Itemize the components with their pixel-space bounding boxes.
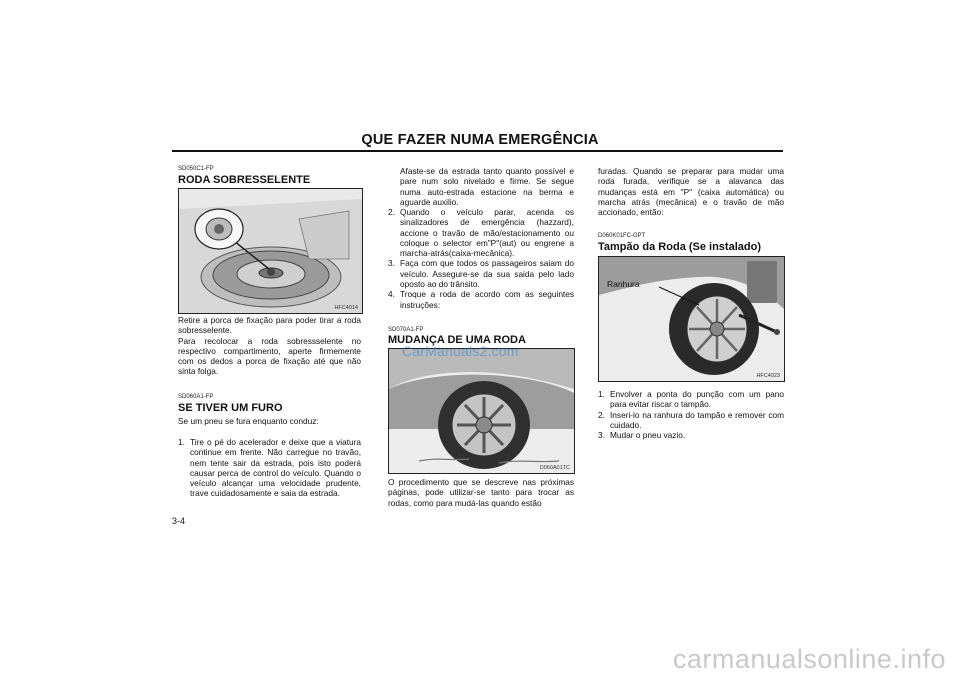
list-text: Faça com que todos os passageiros saiam do veículo. Assegure-se da sua saida pelo lado oposto ao do trânsito. xyxy=(400,258,574,290)
spare-wheel-illustration xyxy=(179,189,362,313)
flat-tire-list xyxy=(178,437,361,499)
list-text: Mudar o pneu vazio. xyxy=(610,430,686,441)
section-code-spare-wheel: SD050C1-FP xyxy=(178,166,214,172)
page-title: QUE FAZER NUMA EMERGÊNCIA xyxy=(361,132,599,148)
list-number: 1. xyxy=(598,389,605,399)
car-wheel-illustration xyxy=(389,349,574,473)
section-code-flat-tire: SD060A1-FP xyxy=(178,394,214,400)
paragraph: Retire a porca de fixação para poder tirar a roda sobresselente. xyxy=(178,315,361,336)
list-text: Tire o pé do acelerador e deixe que a viatura continue em frente. Não carregue no travão, nem tente sair da estrada, pois isto poderá causar perca de control do veículo. Quando o veículo alcançar uma velocidade prudente, trave cuidadosamente e saia da estrada. xyxy=(190,437,361,499)
hubcap-image xyxy=(598,256,785,382)
image-code: HFC4014 xyxy=(334,305,358,311)
list-item xyxy=(178,437,361,499)
hubcap-illustration xyxy=(599,257,784,381)
list-text: Inseri-lo na ranhura do tampão e remover com cuidado. xyxy=(610,409,784,430)
list-item xyxy=(388,258,574,289)
list-number: 4. xyxy=(388,289,395,300)
continued-step-text: Afaste-se da estrada tanto quanto possível e pare num solo nivelado e firme. Se segue numa auto-estrada estacione na berma e aguarde auxilio. xyxy=(400,166,574,207)
list-item xyxy=(388,207,574,258)
spare-wheel-text xyxy=(178,315,361,377)
image-code: D060A01TC xyxy=(539,465,570,471)
list-item xyxy=(598,410,784,431)
list-number: 2. xyxy=(388,207,395,217)
section-title-change-wheel: MUDANÇA DE UMA RODA xyxy=(388,334,526,346)
list-number: 2. xyxy=(598,409,605,420)
list-text: Troque a roda de acordo com as seguintes instruções: xyxy=(400,289,574,310)
list-number: 3. xyxy=(388,258,395,269)
page-number: 3-4 xyxy=(172,516,186,526)
steps-list xyxy=(388,207,574,310)
watermark-text: CarManuals2.com xyxy=(402,343,519,359)
list-number: 3. xyxy=(598,430,605,441)
list-item xyxy=(388,289,574,310)
list-item xyxy=(598,389,784,410)
callout-label: Ranhura xyxy=(607,279,640,289)
section-title-flat-tire: SE TIVER UM FURO xyxy=(178,402,283,414)
section-code-hubcap: D060K01FC-GPT xyxy=(598,233,646,239)
section-title-spare-wheel: RODA SOBRESSELENTE xyxy=(178,174,311,186)
change-wheel-paragraph: O procedimento que se descreve nas próximas páginas, pode utilizar-se tanto para trocar as rodas, como para mudá-las quando estão xyxy=(388,477,574,508)
section-title-hubcap: Tampão da Roda (Se instalado) xyxy=(598,241,761,253)
footer-watermark: carmanualsonline.info xyxy=(672,644,946,674)
image-code: HFC4023 xyxy=(756,373,780,379)
list-number: 1. xyxy=(178,437,185,447)
header-rule xyxy=(172,150,783,152)
paragraph: Para recolocar a roda sobressselente no respectivo compartimento, aperte firmemente com os dedos a porca de fixação até que não sinta folga. xyxy=(178,335,361,377)
hubcap-steps-list xyxy=(598,389,784,440)
spare-wheel-image xyxy=(178,188,363,314)
section-code-change-wheel: SD070A1-FP xyxy=(388,327,424,333)
continued-paragraph: furadas. Quando se preparar para mudar uma roda furada, verifique se a alavanca das mudanças está em "P" (caixa automática) ou marcha atrás (mecânica) e o travão de mão accionado, então: xyxy=(598,166,784,218)
flat-tire-intro: Se um pneu se fura enquanto conduz: xyxy=(178,416,319,426)
wheel-change-image xyxy=(388,348,575,474)
list-text: Quando o veículo parar, acenda os sinalizadores de emergência (hazzard), accione o travão de mão/estacionamento ou coloque o selector em"P"(aut) ou engrene a marcha-atrás(caixa-mecânica). xyxy=(400,207,574,259)
list-item xyxy=(598,430,784,440)
list-text: Envolver a ponta do punção com um pano para evitar riscar o tampão. xyxy=(610,389,784,410)
